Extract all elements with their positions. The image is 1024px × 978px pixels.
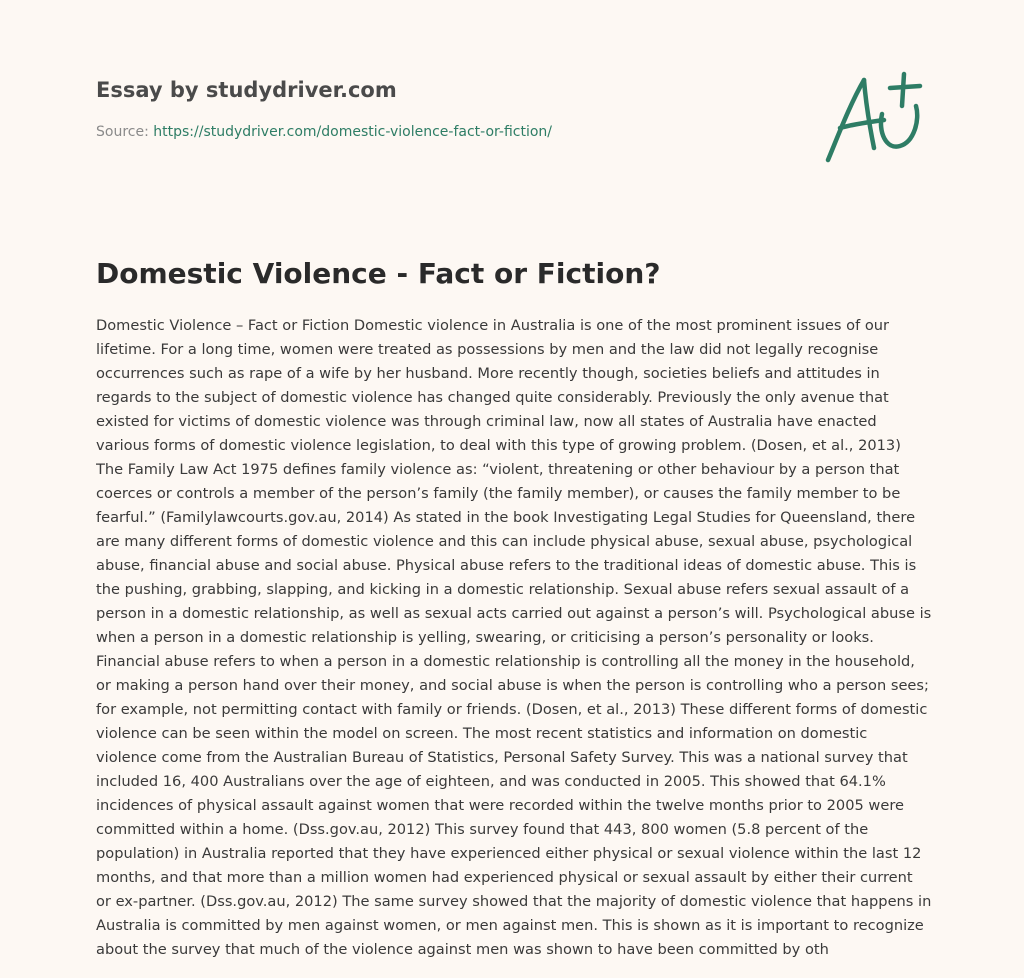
source-link[interactable]: https://studydriver.com/domestic-violence-fact-or-fiction/ <box>153 124 553 140</box>
essay-title: Domestic Violence - Fact or Fiction? <box>96 257 661 290</box>
source-label: Source: <box>96 124 149 140</box>
essay-body: Domestic Violence – Fact or Fiction Domestic violence in Australia is one of the most prominent issues of our lifetime. For a long time, women were treated as possessions by men and the law did not legally recognise occurrences such as rape of a wife by her husband. More recently though, societies beliefs and attitudes in regards to the subject of domestic violence has changed quite considerably. Previously the only avenue that existed for victims of domestic violence was through criminal law, now all states of Australia have enacted various forms of domestic violence legislation, to deal with this type of growing problem. (Dosen, et al., 2013) The Family Law Act 1975 defines family violence as: “violent, threatening or other behaviour by a person that coerces or controls a member of the person’s family (the family member), or causes the family member to be fearful.” (Familylawcourts.gov.au, 2014) As stated in the book Investigating Legal Studies for Queensland, there are many different forms of domestic violence and this can include physical abuse, sexual abuse, psychological abuse, financial abuse and social abuse. Physical abuse refers to the traditional ideas of domestic abuse. This is the pushing, grabbing, slapping, and kicking in a domestic relationship. Sexual abuse refers sexual assault of a person in a domestic relationship, as well as sexual acts carried out against a person’s will. Psychological abuse is when a person in a domestic relationship is yelling, swearing, or criticising a person’s personality or looks. Financial abuse refers to when a person in a domestic relationship is controlling all the money in the household, or making a person hand over their money, and social abuse is when the person is controlling who a person sees; for example, not permitting contact with family or friends. (Dosen, et al., 2013) These different forms of domestic violence can be seen within the model on screen. The most recent statistics and information on domestic violence come from the Australian Bureau of Statistics, Personal Safety Survey. This was a national survey that included 16, 400 Australians over the age of eighteen, and was conducted in 2005. This showed that 64.1% incidences of physical assault against women that were recorded within the twelve months prior to 2005 were committed within a home. (Dss.gov.au, 2012) This survey found that 443, 800 women (5.8 percent of the population) in Australia reported that they have experienced either physical or sexual violence within the last 12 months, and that more than a million women had experienced physical or sexual assault by either their current or ex-partner. (Dss.gov.au, 2012) The same survey showed that the majority of domestic violence that happens in Australia is committed by men against women, or men against men. This is shown as it is important to recognize about the survey that much of the violence against men was shown to have been committed by oth <box>96 317 932 958</box>
a-plus-logo-icon <box>820 66 930 166</box>
essay-header <box>96 76 796 142</box>
brand-title: Essay by studydriver.com <box>96 78 397 102</box>
source-line <box>96 122 796 142</box>
